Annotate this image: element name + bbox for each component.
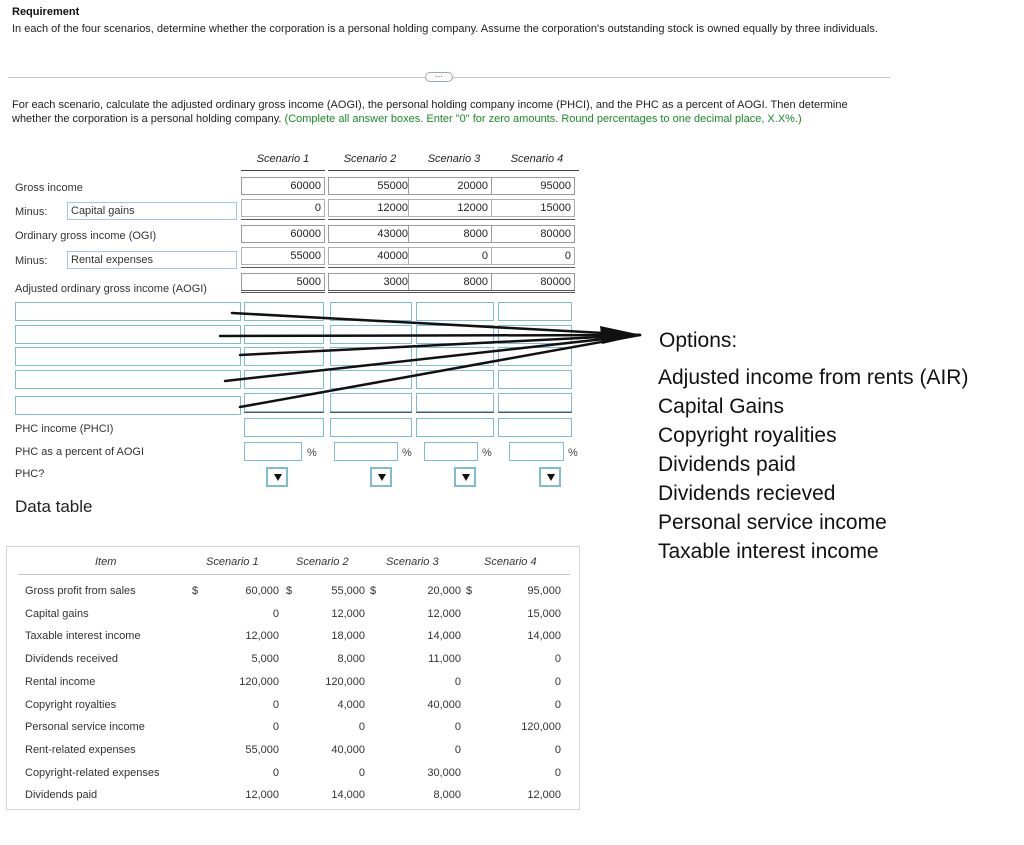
dt-cell-s1: 0: [272, 767, 279, 779]
dt-row-item: Rent-related expenses: [25, 744, 136, 756]
dt-cell-s4: 12,000: [527, 789, 561, 801]
dt-cell-s4: 0: [554, 676, 561, 688]
dt-cell-s2: 14,000: [331, 789, 365, 801]
rental-expenses-s1[interactable]: 55000: [241, 247, 325, 265]
aogi-s1[interactable]: 5000: [241, 273, 325, 290]
dt-cell-s4: 15,000: [527, 608, 561, 620]
dt-header-scenario-4: Scenario 4: [484, 556, 537, 568]
dt-cell-s3: 40,000: [427, 699, 461, 711]
dt-cell-s4: 0: [554, 653, 561, 665]
dt-row-item: Copyright royalties: [25, 699, 117, 711]
ogi-s1[interactable]: 60000: [241, 225, 325, 243]
arrow-line-1: [232, 313, 640, 335]
dt-currency-symbol: $: [286, 585, 293, 597]
dt-cell-s3: 20,000: [427, 585, 461, 597]
option-item: Taxable interest income: [658, 540, 879, 563]
dt-row-item: Taxable interest income: [25, 630, 141, 642]
dt-cell-s3: 14,000: [427, 630, 461, 642]
dt-cell-s2: 0: [358, 767, 365, 779]
options-title: Options:: [659, 329, 738, 352]
gross-income-s1[interactable]: 60000: [241, 177, 325, 195]
instructions-main: For each scenario, calculate the adjusted ordinary gross income (AOGI), the personal holding company income (PHCI), and the PHC as a percent of AOGI. Then determine whether the corporation is a personal holding company.: [12, 99, 848, 125]
minus-label-1: Minus:: [15, 206, 48, 218]
requirement-title: Requirement: [12, 6, 80, 18]
ogi-s2[interactable]: 43000: [328, 225, 412, 243]
option-item: Dividends recieved: [658, 482, 836, 505]
rental-expenses-s4[interactable]: 0: [491, 247, 575, 265]
ogi-s3[interactable]: 8000: [408, 225, 492, 243]
dt-cell-s4: 0: [554, 699, 561, 711]
dt-cell-s3: 11,000: [428, 653, 461, 665]
dt-header-item: Item: [95, 556, 117, 568]
dt-currency-symbol: $: [192, 585, 199, 597]
scenario-4-header: Scenario 4: [495, 153, 579, 171]
percent-sign-s1: %: [307, 447, 317, 459]
dt-row-item: Personal service income: [25, 721, 145, 733]
dt-row-item: Dividends paid: [25, 789, 98, 801]
data-table-title: Data table: [15, 497, 93, 516]
scenario-2-header: Scenario 2: [328, 153, 412, 171]
dt-cell-s1: 60,000: [245, 585, 279, 597]
minus-label-2: Minus:: [15, 255, 48, 267]
dt-cell-s1: 5,000: [251, 653, 279, 665]
instructions-hint: (Complete all answer boxes. Enter "0" for zero amounts. Round percentages to one decimal place, X.X%.): [284, 113, 802, 125]
dt-cell-s2: 8,000: [337, 653, 365, 665]
capital-gains-s1[interactable]: 0: [241, 199, 325, 217]
dt-cell-s2: 40,000: [331, 744, 365, 756]
dt-cell-s1: 55,000: [245, 744, 279, 756]
dt-header-underline: [18, 574, 570, 575]
dt-cell-s4: 120,000: [521, 721, 561, 733]
option-item: Adjusted income from rents (AIR): [658, 366, 969, 389]
dt-cell-s1: 12,000: [245, 630, 279, 642]
arrow-head-icon: [600, 326, 642, 344]
scenario-3-header: Scenario 3: [412, 153, 496, 171]
rental-expenses-s3[interactable]: 0: [408, 247, 492, 265]
gross-income-s3[interactable]: 20000: [408, 177, 492, 195]
percent-sign-s4: %: [568, 447, 578, 459]
dt-cell-s2: 120,000: [325, 676, 365, 688]
dt-cell-s1: 0: [272, 721, 279, 733]
option-item: Copyright royalities: [658, 424, 837, 447]
option-item: Capital Gains: [658, 395, 785, 418]
capital-gains-s3[interactable]: 12000: [408, 199, 492, 217]
capital-gains-s2[interactable]: 12000: [328, 199, 412, 217]
dt-row-item: Dividends received: [25, 653, 118, 665]
dt-cell-s3: 0: [454, 676, 461, 688]
gross-income-s4[interactable]: 95000: [491, 177, 575, 195]
dt-row-item: Rental income: [25, 676, 96, 688]
dt-cell-s1: 0: [272, 608, 279, 620]
dt-row-item: Copyright-related expenses: [25, 767, 160, 779]
arrow-line-2: [220, 335, 640, 336]
ogi-label: Ordinary gross income (OGI): [15, 230, 157, 242]
scenario-1-header: Scenario 1: [241, 153, 325, 171]
phc-percent-label: PHC as a percent of AOGI: [15, 446, 145, 458]
dt-row-item: Capital gains: [25, 608, 89, 620]
capital-gains-s4[interactable]: 15000: [491, 199, 575, 217]
dt-cell-s1: 120,000: [239, 676, 279, 688]
phc-question-label: PHC?: [15, 468, 45, 480]
dt-cell-s2: 4,000: [337, 699, 365, 711]
dt-header-scenario-3: Scenario 3: [386, 556, 439, 568]
dt-cell-s2: 12,000: [331, 608, 365, 620]
percent-sign-s3: %: [482, 447, 492, 459]
dt-cell-s2: 55,000: [331, 585, 365, 597]
aogi-label: Adjusted ordinary gross income (AOGI): [15, 283, 207, 295]
dt-cell-s2: 0: [358, 721, 365, 733]
dt-cell-s3: 0: [454, 744, 461, 756]
dt-cell-s4: 14,000: [527, 630, 561, 642]
deduction-select-2[interactable]: Rental expenses: [67, 251, 237, 269]
dt-cell-s1: 0: [272, 699, 279, 711]
gross-income-s2[interactable]: 55000: [328, 177, 412, 195]
aogi-s4[interactable]: 80000: [491, 273, 575, 290]
dt-currency-symbol: $: [466, 585, 473, 597]
aogi-s3[interactable]: 8000: [408, 273, 492, 290]
deduction-select-1[interactable]: Capital gains: [67, 202, 237, 220]
phci-label: PHC income (PHCI): [15, 423, 114, 435]
aogi-s2[interactable]: 3000: [328, 273, 412, 290]
dt-cell-s4: 95,000: [527, 585, 561, 597]
ogi-s4[interactable]: 80000: [491, 225, 575, 243]
dt-header-scenario-1: Scenario 1: [206, 556, 259, 568]
dt-cell-s2: 18,000: [331, 630, 365, 642]
dt-cell-s1: 12,000: [245, 789, 279, 801]
dt-cell-s3: 12,000: [427, 608, 461, 620]
requirement-text: In each of the four scenarios, determine whether the corporation is a personal holding company. Assume the corporation's outstanding stock is owned equally by three individuals.: [12, 23, 878, 35]
percent-sign-s2: %: [402, 447, 412, 459]
dt-cell-s3: 0: [454, 721, 461, 733]
option-item: Dividends paid: [658, 453, 796, 476]
dt-cell-s3: 8,000: [433, 789, 461, 801]
dt-cell-s4: 0: [554, 744, 561, 756]
arrow-line-4: [225, 335, 640, 381]
rental-expenses-s2[interactable]: 40000: [328, 247, 412, 265]
dt-cell-s3: 30,000: [427, 767, 461, 779]
option-item: Personal service income: [658, 511, 887, 534]
expand-more-button[interactable]: ⋯: [425, 72, 453, 82]
gross-income-label: Gross income: [15, 182, 83, 194]
dt-row-item: Gross profit from sales: [25, 585, 136, 597]
dt-header-scenario-2: Scenario 2: [296, 556, 349, 568]
dt-cell-s4: 0: [554, 767, 561, 779]
dt-currency-symbol: $: [370, 585, 377, 597]
